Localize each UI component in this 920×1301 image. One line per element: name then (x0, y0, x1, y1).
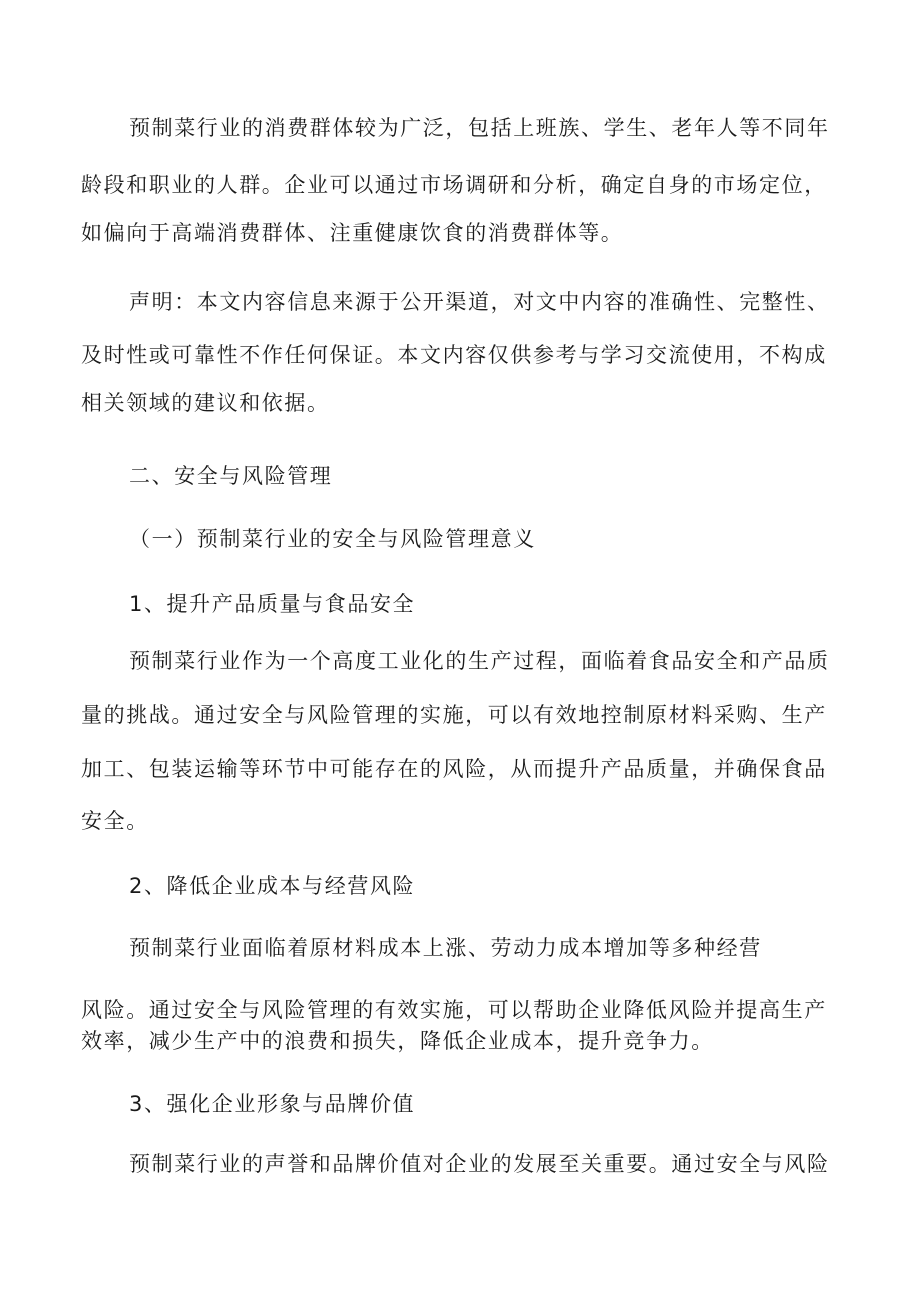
disclaimer-line: 及时性或可靠性不作任何保证。本文内容仅供参考与学习交流使用，不构成 (81, 343, 827, 367)
item-heading: 3、强化企业形象与品牌价值 (129, 1092, 416, 1116)
paragraph-line: 效率，减少生产中的浪费和损失，降低企业成本，提升竞争力。 (81, 1029, 714, 1053)
paragraph-line: 量的挑战。通过安全与风险管理的实施，可以有效地控制原材料采购、生产 (81, 703, 827, 727)
item-heading: 1、提升产品质量与食品安全 (129, 592, 416, 616)
disclaimer-line: 相关领域的建议和依据。 (81, 391, 330, 415)
paragraph-line: 预制菜行业的消费群体较为广泛，包括上班族、学生、老年人等不同年 (129, 116, 830, 140)
paragraph-line: 如偏向于高端消费群体、注重健康饮食的消费群体等。 (81, 221, 624, 245)
paragraph-line: 预制菜行业面临着原材料成本上涨、劳动力成本增加等多种经营 (129, 936, 762, 960)
paragraph-line: 预制菜行业的声誉和品牌价值对企业的发展至关重要。通过安全与风险 (129, 1152, 830, 1176)
paragraph-line: 安全。 (81, 809, 149, 833)
item-heading: 2、降低企业成本与经营风险 (129, 874, 416, 898)
paragraph-line: 预制菜行业作为一个高度工业化的生产过程，面临着食品安全和产品质 (129, 649, 830, 673)
paragraph-line: 加工、包装运输等环节中可能存在的风险，从而提升产品质量，并确保食品 (81, 757, 827, 781)
paragraph-line: 龄段和职业的人群。企业可以通过市场调研和分析，确定自身的市场定位， (81, 173, 827, 197)
paragraph-line: 风险。通过安全与风险管理的有效实施，可以帮助企业降低风险并提高生产 (81, 998, 827, 1022)
disclaimer-line: 声明：本文内容信息来源于公开渠道，对文中内容的准确性、完整性、 (129, 290, 830, 314)
section-heading: 二、安全与风险管理 (129, 464, 333, 488)
subsection-heading: （一）预制菜行业的安全与风险管理意义 (129, 527, 536, 551)
